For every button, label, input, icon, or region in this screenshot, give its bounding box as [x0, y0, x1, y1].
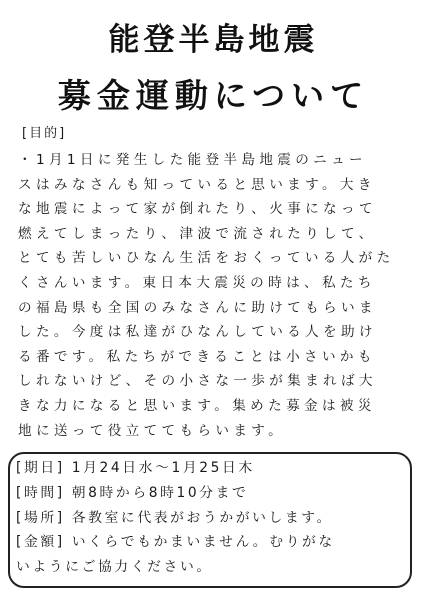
details-list	[16, 456, 406, 580]
purpose-line: くさんいます。東日本大震災の時は、私たち	[18, 274, 376, 291]
purpose-line: しれないけど、その小さな一歩が集まれば大	[18, 373, 377, 390]
purpose-line: した。今度は私達がひなんしている人を助け	[18, 324, 377, 341]
purpose-line: な地震によって家が倒れたり、火事になって	[18, 201, 377, 218]
purpose-paragraph	[18, 148, 410, 443]
page-subtitle: 募金運動について	[57, 76, 370, 115]
amount-line: [金額] いくらでもかまいません。むりがな	[16, 534, 335, 551]
purpose-heading: [目的]	[22, 126, 67, 141]
place-line: [場所] 各教室に代表がおうかがいします。	[16, 509, 333, 526]
purpose-line: スはみなさんも知っていると思います。大き	[18, 176, 376, 193]
purpose-line: 地に送って役立ててもらいます。	[18, 422, 287, 439]
purpose-line: る番です。私たちができることは小さいかも	[18, 348, 376, 365]
purpose-line: ・1月1日に発生した能登半島地震のニュー	[18, 152, 367, 168]
purpose-line: 燃えてしまったり、津波で流されたりして、	[18, 225, 377, 242]
date-line: [期日] 1月24日水〜1月25日木	[16, 460, 255, 476]
purpose-line: とても苦しいひなん生活をおくっている人がた	[18, 250, 395, 267]
purpose-line: の福島県も全国のみなさんに助けてもらいま	[18, 299, 377, 316]
time-line: [時間] 朝8時から8時10分まで	[16, 484, 249, 501]
amount-line-continued: いようにご協力ください。	[16, 559, 213, 576]
purpose-line: きな力になると思います。集めた募金は被災	[18, 397, 376, 414]
page-title: 能登半島地震	[108, 22, 319, 58]
